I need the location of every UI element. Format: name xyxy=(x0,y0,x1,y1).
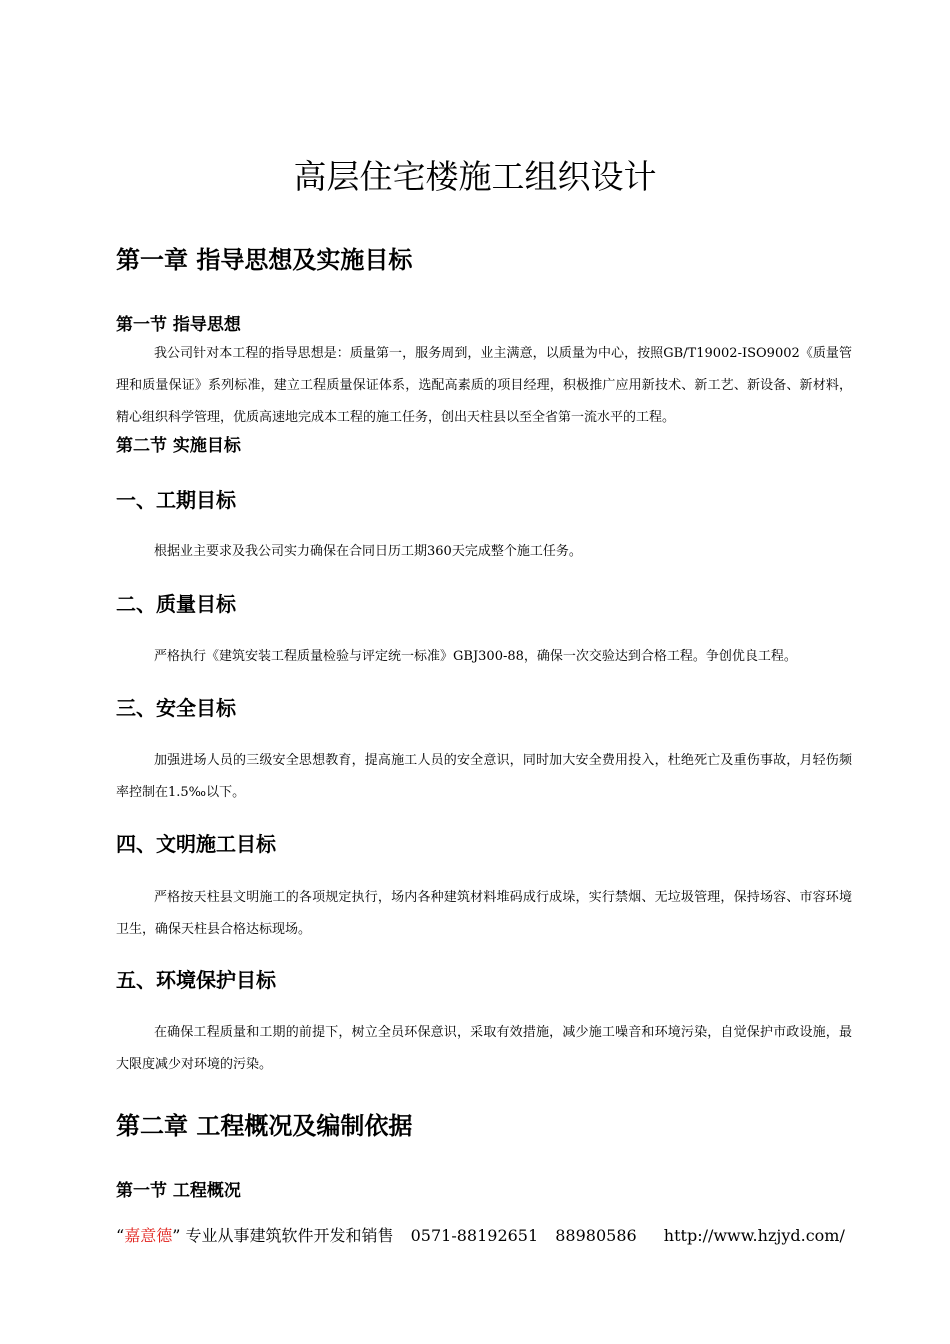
chapter-1-heading: 第一章 指导思想及实施目标 xyxy=(116,246,413,274)
goal-quality-text: 严格执行《建筑安装工程质量检验与评定统一标准》GBJ300-88，确保一次交验达到合格工程。争创优良工程。 xyxy=(154,649,797,664)
section-2-1-heading: 第一节 工程概况 xyxy=(116,1181,241,1201)
footer-phone-1: 0571-88192651 xyxy=(410,1226,539,1245)
footer-website-link[interactable]: http://www.hzjyd.com/ xyxy=(663,1226,845,1245)
section-1-2-heading: 第二节 实施目标 xyxy=(116,436,241,456)
footer-brand-name: 嘉意德 xyxy=(124,1226,173,1245)
goal-environment-text: 在确保工程质量和工期的前提下，树立全员环保意识，采取有效措施，减少施工噪音和环境污染，自觉保护市政设施，最大限度减少对环境的污染。 xyxy=(116,1025,852,1072)
section-1-1-paragraph: 我公司针对本工程的指导思想是：质量第一，服务周到，业主满意，以质量为中心，按照GB/T19002-ISO9002《质量管理和质量保证》系列标准，建立工程质量保证体系，选配高素质的项目经理，积极推广应用新技术、新工艺、新设备、新材料，精心组织科学管理，优质高速地完成本工程的施工任务，创出天柱县以至全省第一流水平的工程。 xyxy=(116,346,852,425)
goal-safety-text: 加强进场人员的三级安全思想教育，提高施工人员的安全意识，同时加大安全费用投入，杜绝死亡及重伤事故，月轻伤频率控制在1.5‰以下。 xyxy=(116,753,852,800)
footer-quote-close: ” xyxy=(172,1226,181,1245)
goal-civilized-construction-text: 严格按天柱县文明施工的各项规定执行，场内各种建筑材料堆码成行成垛，实行禁烟、无垃圾管理，保持场容、市容环境卫生，确保天柱县合格达标现场。 xyxy=(116,890,852,937)
section-1-1-heading: 第一节 指导思想 xyxy=(116,315,241,335)
goal-safety-heading: 三、安全目标 xyxy=(116,696,236,720)
goal-civilized-construction-heading: 四、文明施工目标 xyxy=(116,832,276,856)
chapter-2-heading: 第二章 工程概况及编制依据 xyxy=(116,1112,413,1140)
footer-tagline: 专业从事建筑软件开发和销售 xyxy=(185,1226,394,1245)
document-title: 高层住宅楼施工组织设计 xyxy=(293,157,657,196)
goal-schedule-text: 根据业主要求及我公司实力确保在合同日历工期360天完成整个施工任务。 xyxy=(154,544,582,559)
page-footer xyxy=(116,1224,845,1248)
footer-quote-open: “ xyxy=(116,1226,125,1245)
footer-phone-2: 88980586 xyxy=(555,1226,637,1245)
goal-quality-heading: 二、质量目标 xyxy=(116,592,236,616)
goal-environment-heading: 五、环境保护目标 xyxy=(116,968,276,992)
goal-schedule-heading: 一、工期目标 xyxy=(116,488,236,512)
